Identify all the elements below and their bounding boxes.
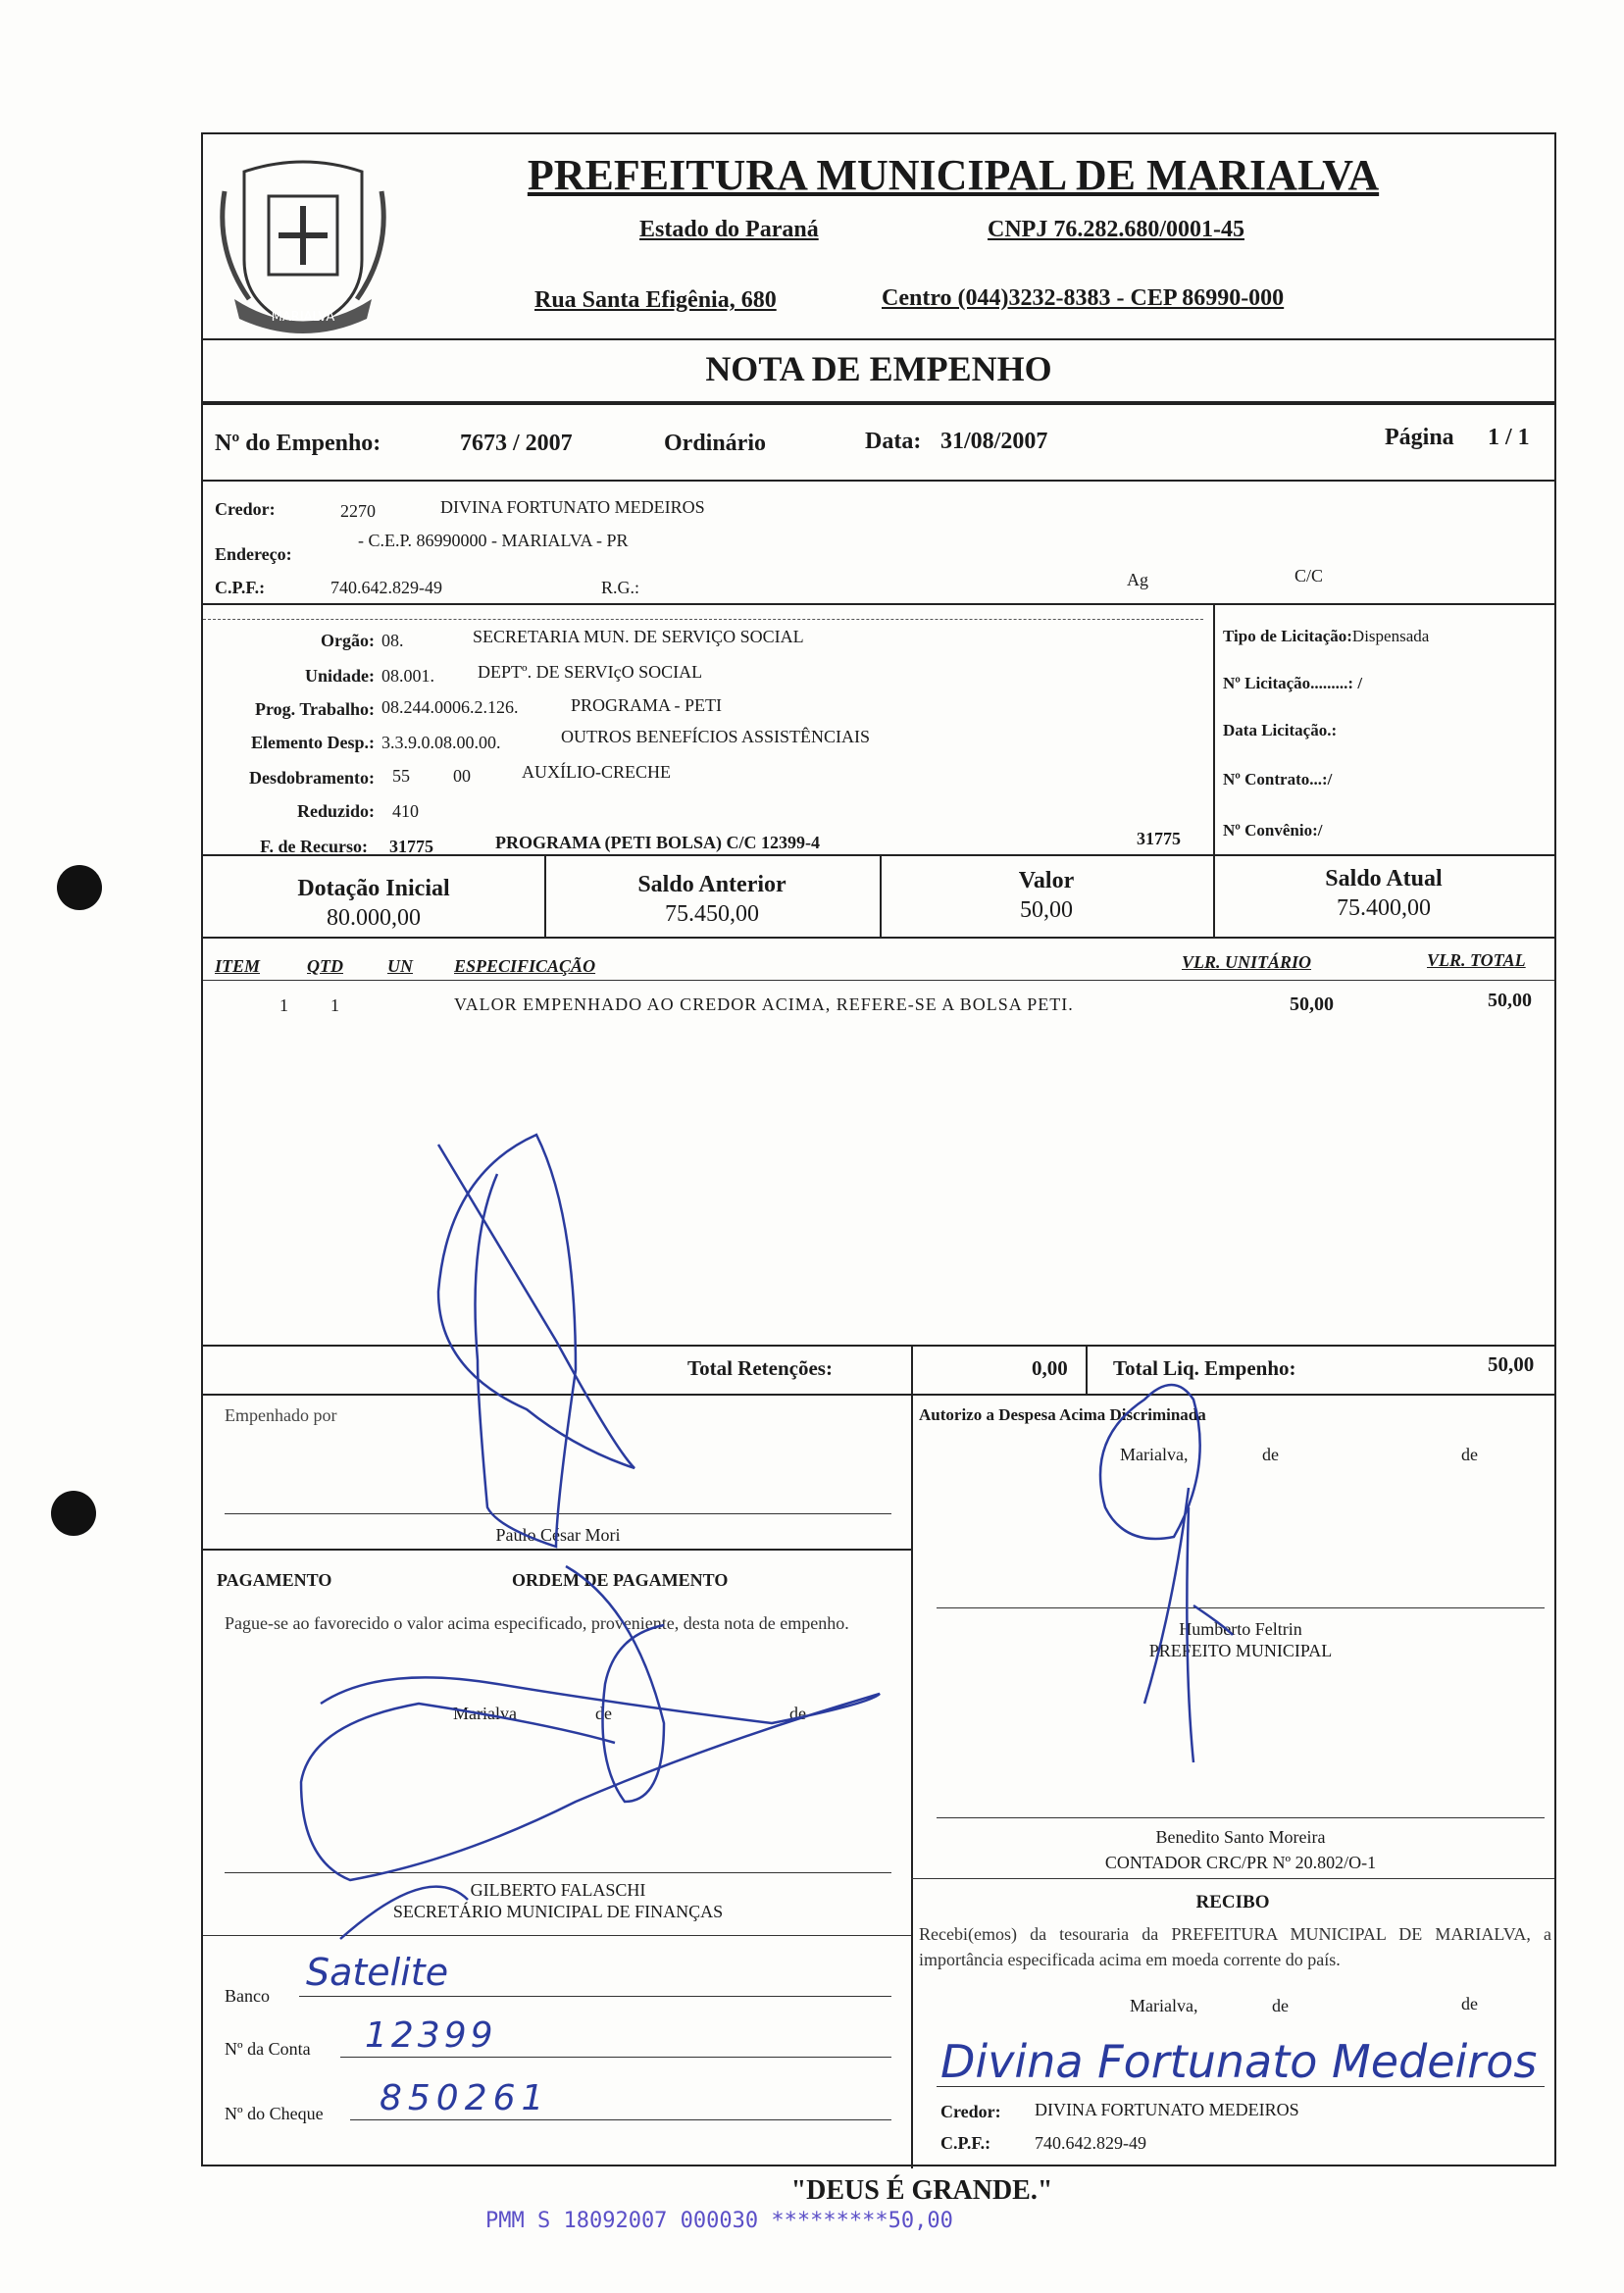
reduzido-label: Reduzido: [296, 801, 375, 821]
de-recibo-2: de [1461, 1994, 1478, 2013]
recibo-credor-label: Credor: [940, 2102, 1001, 2121]
data-licitacao: Data Licitação.: [1223, 721, 1338, 739]
state-name: Estado do Paraná [639, 217, 819, 242]
pagamento-label: PAGAMENTO [217, 1570, 332, 1590]
credor-name: DIVINA FORTUNATO MEDEIROS [440, 497, 705, 517]
tipo-licitacao: Dispensada [1351, 627, 1430, 645]
cheque-handwritten: 850261 [380, 2078, 550, 2118]
de-left-2: de [789, 1704, 806, 1723]
signer-humberto-role: PREFEITO MUNICIPAL [1148, 1641, 1333, 1660]
punch-hole [51, 1491, 96, 1536]
de-left-1: de [595, 1704, 612, 1723]
conta-label: Nº da Conta [225, 2039, 311, 2059]
signer-humberto: Humberto Feltrin [1179, 1619, 1302, 1639]
prog-trabalho-label: Prog. Trabalho: [254, 699, 375, 719]
item-number: 1 [279, 995, 288, 1015]
credor-code: 2270 [340, 501, 376, 521]
total-retencoes-label: Total Retenções: [687, 1356, 833, 1380]
recibo-title: RECIBO [1195, 1892, 1270, 1912]
marialva-left: Marialva [453, 1704, 517, 1723]
recibo-cpf-label: C.P.F.: [940, 2133, 991, 2153]
item-qtd: 1 [330, 995, 339, 1015]
cheque-label: Nº do Cheque [225, 2104, 324, 2123]
col-un: UN [387, 956, 413, 976]
dotacao-inicial: 80.000,00 [327, 905, 421, 931]
valor: 50,00 [1020, 897, 1073, 923]
numero-licitacao: Nº Licitação.........: / [1223, 674, 1363, 692]
signer-paulo: Paulo César Mori [495, 1525, 621, 1545]
recurso-label: F. de Recurso: [260, 837, 368, 856]
unidade-code: 08.001. [381, 666, 434, 686]
tipo-licitacao-label-text: Tipo de Licitação: [1223, 627, 1352, 645]
col-especificacao: ESPECIFICAÇÃO [454, 956, 596, 976]
orgao: SECRETARIA MUN. DE SERVIÇO SOCIAL [473, 627, 804, 646]
autorizo-label: Autorizo a Despesa Acima Discriminada [919, 1405, 1206, 1424]
credor-signature: Divina Fortunato Medeiros [940, 2035, 1538, 2088]
de-right-2: de [1461, 1445, 1478, 1464]
saldo-anterior: 75.450,00 [665, 901, 759, 927]
contact-info: Centro (044)3232-8383 - CEP 86990-000 [882, 285, 1285, 311]
reduzido: 410 [392, 801, 419, 821]
page-label: Página [1385, 425, 1454, 450]
de-right-1: de [1262, 1445, 1279, 1464]
recibo-text: Recebi(emos) da tesouraria da PREFEITURA MUNICIPAL DE MARIALVA, a importância especificada acima em moeda corrente do país. [919, 1924, 1551, 1969]
numero-convenio: Nº Convênio:/ [1223, 821, 1323, 840]
saldo-anterior-label: Saldo Anterior [637, 872, 787, 897]
pague-se-text: Pague-se ao favorecido o valor acima especificado, proveniente, desta nota de empenho. [225, 1613, 849, 1633]
total-liq-label: Total Liq. Empenho: [1113, 1356, 1296, 1380]
orgao-label: Orgão: [321, 631, 375, 650]
nota-de-empenho-form [201, 132, 1556, 2166]
address: Rua Santa Efigênia, 680 [534, 287, 777, 313]
signer-gilberto: GILBERTO FALASCHI [470, 1880, 646, 1900]
banco-handwritten: Satelite [306, 1951, 449, 1994]
elemento-label: Elemento Desp.: [251, 733, 375, 752]
de-recibo-1: de [1272, 1996, 1289, 2015]
recurso-right: 31775 [1137, 829, 1181, 848]
municipality-title: PREFEITURA MUNICIPAL DE MARIALVA [527, 151, 1380, 199]
saldo-atual: 75.400,00 [1337, 895, 1431, 921]
valor-label: Valor [1018, 868, 1075, 893]
col-item: ITEM [215, 956, 261, 976]
ag-label: Ag [1127, 570, 1148, 589]
prog-trabalho: PROGRAMA - PETI [571, 695, 723, 715]
unidade: DEPTº. DE SERVIçO SOCIAL [478, 662, 703, 682]
endereco: - C.E.P. 86990000 - MARIALVA - PR [358, 531, 629, 550]
desdobramento-label: Desdobramento: [249, 768, 375, 788]
signer-benedito: Benedito Santo Moreira [1155, 1827, 1326, 1847]
punch-hole [57, 865, 102, 910]
item-vlr-total: 50,00 [1488, 990, 1532, 1011]
item-especificacao: VALOR EMPENHADO AO CREDOR ACIMA, REFERE-SE A BOLSA PETI. [454, 994, 1074, 1014]
ordem-pagamento-label: ORDEM DE PAGAMENTO [512, 1570, 729, 1590]
desdobramento-b: 00 [453, 766, 471, 786]
recurso-code: 31775 [389, 837, 433, 856]
prog-trabalho-code: 08.244.0006.2.126. [381, 697, 519, 717]
signer-benedito-role: CONTADOR CRC/PR Nº 20.802/O-1 [1104, 1853, 1377, 1872]
elemento: OUTROS BENEFÍCIOS ASSISTÊNCIAIS [561, 727, 871, 746]
endereco-label: Endereço: [215, 544, 292, 564]
elemento-code: 3.3.9.0.08.00.00. [381, 733, 501, 752]
recibo-credor: DIVINA FORTUNATO MEDEIROS [1035, 2100, 1299, 2119]
empenho-number: 7673 / 2007 [460, 431, 573, 456]
cnpj: CNPJ 76.282.680/0001-45 [988, 217, 1244, 242]
recibo-cpf: 740.642.829-49 [1035, 2133, 1146, 2153]
cc-label: C/C [1294, 566, 1324, 586]
col-vlr-total: VLR. TOTAL [1427, 950, 1526, 970]
credor-label: Credor: [215, 499, 276, 519]
item-vlr-unitario: 50,00 [1290, 994, 1334, 1015]
date-label: Data: [865, 429, 922, 454]
payment-stamp: PMM S 18092007 000030 *********50,00 [485, 2209, 953, 2233]
recurso: PROGRAMA (PETI BOLSA) C/C 12399-4 [495, 833, 821, 852]
saldo-atual-label: Saldo Atual [1325, 866, 1443, 892]
marialva-recibo: Marialva, [1130, 1996, 1198, 2015]
cpf-label: C.P.F.: [215, 578, 266, 597]
numero-contrato: Nº Contrato...:/ [1223, 770, 1333, 789]
signer-gilberto-role: SECRETÁRIO MUNICIPAL DE FINANÇAS [392, 1902, 724, 1921]
dotacao-inicial-label: Dotação Inicial [297, 876, 450, 901]
rg-label: R.G.: [601, 578, 640, 597]
svg-text:MARIALVA: MARIALVA [271, 310, 335, 325]
signature-strokes [203, 134, 1554, 2165]
page-number: 1 / 1 [1488, 425, 1530, 450]
empenhado-por: Empenhado por [225, 1405, 337, 1425]
conta-handwritten: 12399 [365, 2015, 497, 2056]
empenho-number-label: Nº do Empenho: [215, 431, 381, 456]
credor-cpf: 740.642.829-49 [330, 578, 442, 597]
unidade-label: Unidade: [304, 666, 375, 686]
desdobramento-a: 55 [392, 766, 410, 786]
empenho-date: 31/08/2007 [940, 429, 1048, 454]
banco-label: Banco [225, 1986, 270, 2006]
empenho-type: Ordinário [664, 431, 767, 456]
marialva-right: Marialva, [1120, 1445, 1189, 1464]
col-qtd: QTD [307, 956, 343, 976]
motto: "DEUS É GRANDE." [790, 2175, 1053, 2206]
total-liq: 50,00 [1488, 1352, 1535, 1376]
col-vlr-unitario: VLR. UNITÁRIO [1182, 952, 1312, 972]
document-title: NOTA DE EMPENHO [705, 349, 1052, 388]
desdobramento: AUXÍLIO-CRECHE [522, 762, 671, 782]
total-retencoes: 0,00 [1032, 1356, 1068, 1380]
orgao-code: 08. [381, 631, 404, 650]
